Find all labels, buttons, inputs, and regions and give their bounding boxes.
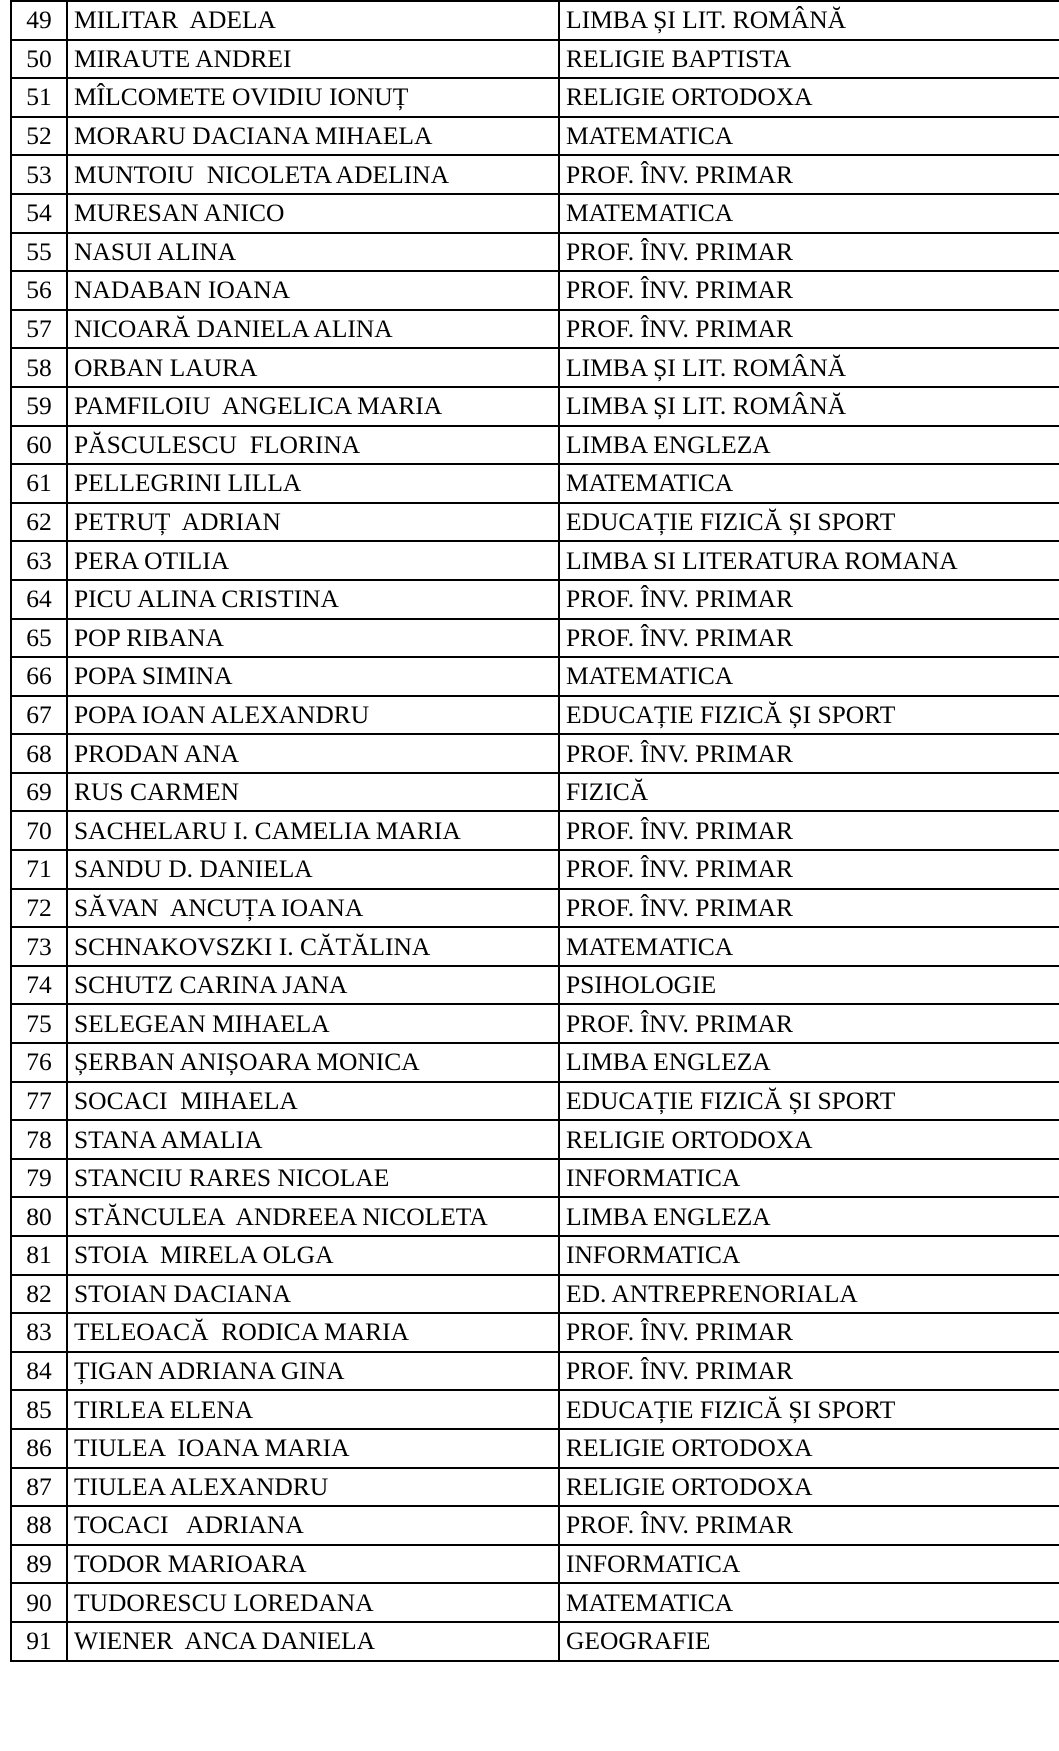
subject-cell: MATEMATICA (559, 1583, 1059, 1622)
subject-cell: LIMBA SI LITERATURA ROMANA (559, 541, 1059, 580)
table-row (11, 1622, 1059, 1661)
table-row (11, 619, 1059, 658)
staff-table (10, 0, 1059, 1662)
teacher-name-cell: TIULEA ALEXANDRU (67, 1468, 559, 1507)
table-row (11, 1082, 1059, 1121)
row-number-cell: 81 (11, 1236, 67, 1275)
table-row (11, 1043, 1059, 1082)
subject-cell: INFORMATICA (559, 1236, 1059, 1275)
teacher-name-cell: TIRLEA ELENA (67, 1390, 559, 1429)
table-row (11, 503, 1059, 542)
subject-cell: EDUCAȚIE FIZICĂ ȘI SPORT (559, 1390, 1059, 1429)
subject-cell: RELIGIE ORTODOXA (559, 1120, 1059, 1159)
teacher-name-cell: POPA SIMINA (67, 657, 559, 696)
row-number-cell: 86 (11, 1429, 67, 1468)
table-row (11, 1120, 1059, 1159)
teacher-name-cell: POPA IOAN ALEXANDRU (67, 696, 559, 735)
table-row (11, 1, 1059, 40)
teacher-name-cell: PRODAN ANA (67, 734, 559, 773)
document-page (10, 0, 1053, 1662)
row-number-cell: 70 (11, 811, 67, 850)
teacher-name-cell: SANDU D. DANIELA (67, 850, 559, 889)
row-number-cell: 72 (11, 889, 67, 928)
subject-cell: FIZICĂ (559, 773, 1059, 812)
table-row (11, 464, 1059, 503)
teacher-name-cell: SACHELARU I. CAMELIA MARIA (67, 811, 559, 850)
table-row (11, 426, 1059, 465)
table-row (11, 1352, 1059, 1391)
table-row (11, 1313, 1059, 1352)
subject-cell: MATEMATICA (559, 117, 1059, 156)
subject-cell: PROF. ÎNV. PRIMAR (559, 619, 1059, 658)
row-number-cell: 89 (11, 1545, 67, 1584)
subject-cell: LIMBA ȘI LIT. ROMÂNĂ (559, 387, 1059, 426)
table-row (11, 657, 1059, 696)
table-row (11, 773, 1059, 812)
table-row (11, 927, 1059, 966)
subject-cell: ED. ANTREPRENORIALA (559, 1275, 1059, 1314)
table-row (11, 1004, 1059, 1043)
table-row (11, 850, 1059, 889)
subject-cell: RELIGIE ORTODOXA (559, 78, 1059, 117)
staff-table-body (11, 1, 1059, 1661)
table-row (11, 1429, 1059, 1468)
subject-cell: LIMBA ENGLEZA (559, 1197, 1059, 1236)
teacher-name-cell: MURESAN ANICO (67, 194, 559, 233)
table-row (11, 734, 1059, 773)
row-number-cell: 62 (11, 503, 67, 542)
subject-cell: LIMBA ȘI LIT. ROMÂNĂ (559, 1, 1059, 40)
subject-cell: MATEMATICA (559, 927, 1059, 966)
teacher-name-cell: PETRUȚ ADRIAN (67, 503, 559, 542)
teacher-name-cell: SĂVAN ANCUȚA IOANA (67, 889, 559, 928)
table-row (11, 966, 1059, 1005)
teacher-name-cell: SOCACI MIHAELA (67, 1082, 559, 1121)
teacher-name-cell: NASUI ALINA (67, 233, 559, 272)
subject-cell: PROF. ÎNV. PRIMAR (559, 1313, 1059, 1352)
row-number-cell: 55 (11, 233, 67, 272)
table-row (11, 889, 1059, 928)
table-row (11, 1275, 1059, 1314)
subject-cell: LIMBA ENGLEZA (559, 1043, 1059, 1082)
subject-cell: INFORMATICA (559, 1159, 1059, 1198)
row-number-cell: 69 (11, 773, 67, 812)
row-number-cell: 52 (11, 117, 67, 156)
row-number-cell: 76 (11, 1043, 67, 1082)
table-row (11, 40, 1059, 79)
teacher-name-cell: STĂNCULEA ANDREEA NICOLETA (67, 1197, 559, 1236)
table-row (11, 580, 1059, 619)
row-number-cell: 84 (11, 1352, 67, 1391)
teacher-name-cell: MIRAUTE ANDREI (67, 40, 559, 79)
teacher-name-cell: TELEOACĂ RODICA MARIA (67, 1313, 559, 1352)
row-number-cell: 87 (11, 1468, 67, 1507)
teacher-name-cell: STOIAN DACIANA (67, 1275, 559, 1314)
row-number-cell: 82 (11, 1275, 67, 1314)
subject-cell: PROF. ÎNV. PRIMAR (559, 580, 1059, 619)
row-number-cell: 50 (11, 40, 67, 79)
teacher-name-cell: STOIA MIRELA OLGA (67, 1236, 559, 1275)
teacher-name-cell: TUDORESCU LOREDANA (67, 1583, 559, 1622)
teacher-name-cell: TODOR MARIOARA (67, 1545, 559, 1584)
row-number-cell: 65 (11, 619, 67, 658)
table-row (11, 233, 1059, 272)
teacher-name-cell: STANA AMALIA (67, 1120, 559, 1159)
table-row (11, 194, 1059, 233)
row-number-cell: 75 (11, 1004, 67, 1043)
teacher-name-cell: NADABAN IOANA (67, 271, 559, 310)
teacher-name-cell: SELEGEAN MIHAELA (67, 1004, 559, 1043)
subject-cell: PROF. ÎNV. PRIMAR (559, 1506, 1059, 1545)
teacher-name-cell: PAMFILOIU ANGELICA MARIA (67, 387, 559, 426)
subject-cell: PROF. ÎNV. PRIMAR (559, 310, 1059, 349)
row-number-cell: 79 (11, 1159, 67, 1198)
row-number-cell: 63 (11, 541, 67, 580)
teacher-name-cell: PICU ALINA CRISTINA (67, 580, 559, 619)
subject-cell: MATEMATICA (559, 657, 1059, 696)
table-row (11, 541, 1059, 580)
table-row (11, 1197, 1059, 1236)
row-number-cell: 54 (11, 194, 67, 233)
table-row (11, 348, 1059, 387)
subject-cell: EDUCAȚIE FIZICĂ ȘI SPORT (559, 1082, 1059, 1121)
subject-cell: PROF. ÎNV. PRIMAR (559, 233, 1059, 272)
row-number-cell: 58 (11, 348, 67, 387)
row-number-cell: 71 (11, 850, 67, 889)
table-row (11, 811, 1059, 850)
table-row (11, 1390, 1059, 1429)
row-number-cell: 53 (11, 155, 67, 194)
teacher-name-cell: ORBAN LAURA (67, 348, 559, 387)
subject-cell: MATEMATICA (559, 464, 1059, 503)
subject-cell: LIMBA ENGLEZA (559, 426, 1059, 465)
subject-cell: GEOGRAFIE (559, 1622, 1059, 1661)
table-row (11, 78, 1059, 117)
teacher-name-cell: TIULEA IOANA MARIA (67, 1429, 559, 1468)
table-row (11, 310, 1059, 349)
row-number-cell: 61 (11, 464, 67, 503)
table-row (11, 117, 1059, 156)
subject-cell: INFORMATICA (559, 1545, 1059, 1584)
subject-cell: PROF. ÎNV. PRIMAR (559, 271, 1059, 310)
row-number-cell: 90 (11, 1583, 67, 1622)
table-row (11, 1506, 1059, 1545)
subject-cell: PROF. ÎNV. PRIMAR (559, 850, 1059, 889)
table-row (11, 1159, 1059, 1198)
teacher-name-cell: SCHUTZ CARINA JANA (67, 966, 559, 1005)
subject-cell: MATEMATICA (559, 194, 1059, 233)
row-number-cell: 91 (11, 1622, 67, 1661)
subject-cell: PROF. ÎNV. PRIMAR (559, 155, 1059, 194)
subject-cell: PROF. ÎNV. PRIMAR (559, 1352, 1059, 1391)
row-number-cell: 73 (11, 927, 67, 966)
table-row (11, 1236, 1059, 1275)
subject-cell: RELIGIE ORTODOXA (559, 1429, 1059, 1468)
row-number-cell: 80 (11, 1197, 67, 1236)
subject-cell: EDUCAȚIE FIZICĂ ȘI SPORT (559, 696, 1059, 735)
row-number-cell: 77 (11, 1082, 67, 1121)
table-row (11, 271, 1059, 310)
subject-cell: RELIGIE BAPTISTA (559, 40, 1059, 79)
teacher-name-cell: ȘERBAN ANIȘOARA MONICA (67, 1043, 559, 1082)
teacher-name-cell: WIENER ANCA DANIELA (67, 1622, 559, 1661)
teacher-name-cell: PĂSCULESCU FLORINA (67, 426, 559, 465)
table-row (11, 1468, 1059, 1507)
teacher-name-cell: MUNTOIU NICOLETA ADELINA (67, 155, 559, 194)
row-number-cell: 88 (11, 1506, 67, 1545)
teacher-name-cell: POP RIBANA (67, 619, 559, 658)
table-row (11, 155, 1059, 194)
row-number-cell: 68 (11, 734, 67, 773)
table-row (11, 696, 1059, 735)
row-number-cell: 49 (11, 1, 67, 40)
row-number-cell: 64 (11, 580, 67, 619)
row-number-cell: 78 (11, 1120, 67, 1159)
row-number-cell: 56 (11, 271, 67, 310)
row-number-cell: 59 (11, 387, 67, 426)
row-number-cell: 83 (11, 1313, 67, 1352)
subject-cell: LIMBA ȘI LIT. ROMÂNĂ (559, 348, 1059, 387)
row-number-cell: 66 (11, 657, 67, 696)
row-number-cell: 60 (11, 426, 67, 465)
table-row (11, 1583, 1059, 1622)
table-row (11, 1545, 1059, 1584)
teacher-name-cell: SCHNAKOVSZKI I. CĂTĂLINA (67, 927, 559, 966)
subject-cell: RELIGIE ORTODOXA (559, 1468, 1059, 1507)
teacher-name-cell: NICOARĂ DANIELA ALINA (67, 310, 559, 349)
teacher-name-cell: TOCACI ADRIANA (67, 1506, 559, 1545)
teacher-name-cell: MORARU DACIANA MIHAELA (67, 117, 559, 156)
table-row (11, 387, 1059, 426)
subject-cell: EDUCAȚIE FIZICĂ ȘI SPORT (559, 503, 1059, 542)
row-number-cell: 57 (11, 310, 67, 349)
teacher-name-cell: RUS CARMEN (67, 773, 559, 812)
row-number-cell: 85 (11, 1390, 67, 1429)
teacher-name-cell: STANCIU RARES NICOLAE (67, 1159, 559, 1198)
row-number-cell: 51 (11, 78, 67, 117)
row-number-cell: 67 (11, 696, 67, 735)
teacher-name-cell: ȚIGAN ADRIANA GINA (67, 1352, 559, 1391)
teacher-name-cell: MILITAR ADELA (67, 1, 559, 40)
subject-cell: PROF. ÎNV. PRIMAR (559, 734, 1059, 773)
subject-cell: PROF. ÎNV. PRIMAR (559, 889, 1059, 928)
row-number-cell: 74 (11, 966, 67, 1005)
subject-cell: PROF. ÎNV. PRIMAR (559, 811, 1059, 850)
teacher-name-cell: PELLEGRINI LILLA (67, 464, 559, 503)
teacher-name-cell: MÎLCOMETE OVIDIU IONUȚ (67, 78, 559, 117)
teacher-name-cell: PERA OTILIA (67, 541, 559, 580)
subject-cell: PROF. ÎNV. PRIMAR (559, 1004, 1059, 1043)
subject-cell: PSIHOLOGIE (559, 966, 1059, 1005)
